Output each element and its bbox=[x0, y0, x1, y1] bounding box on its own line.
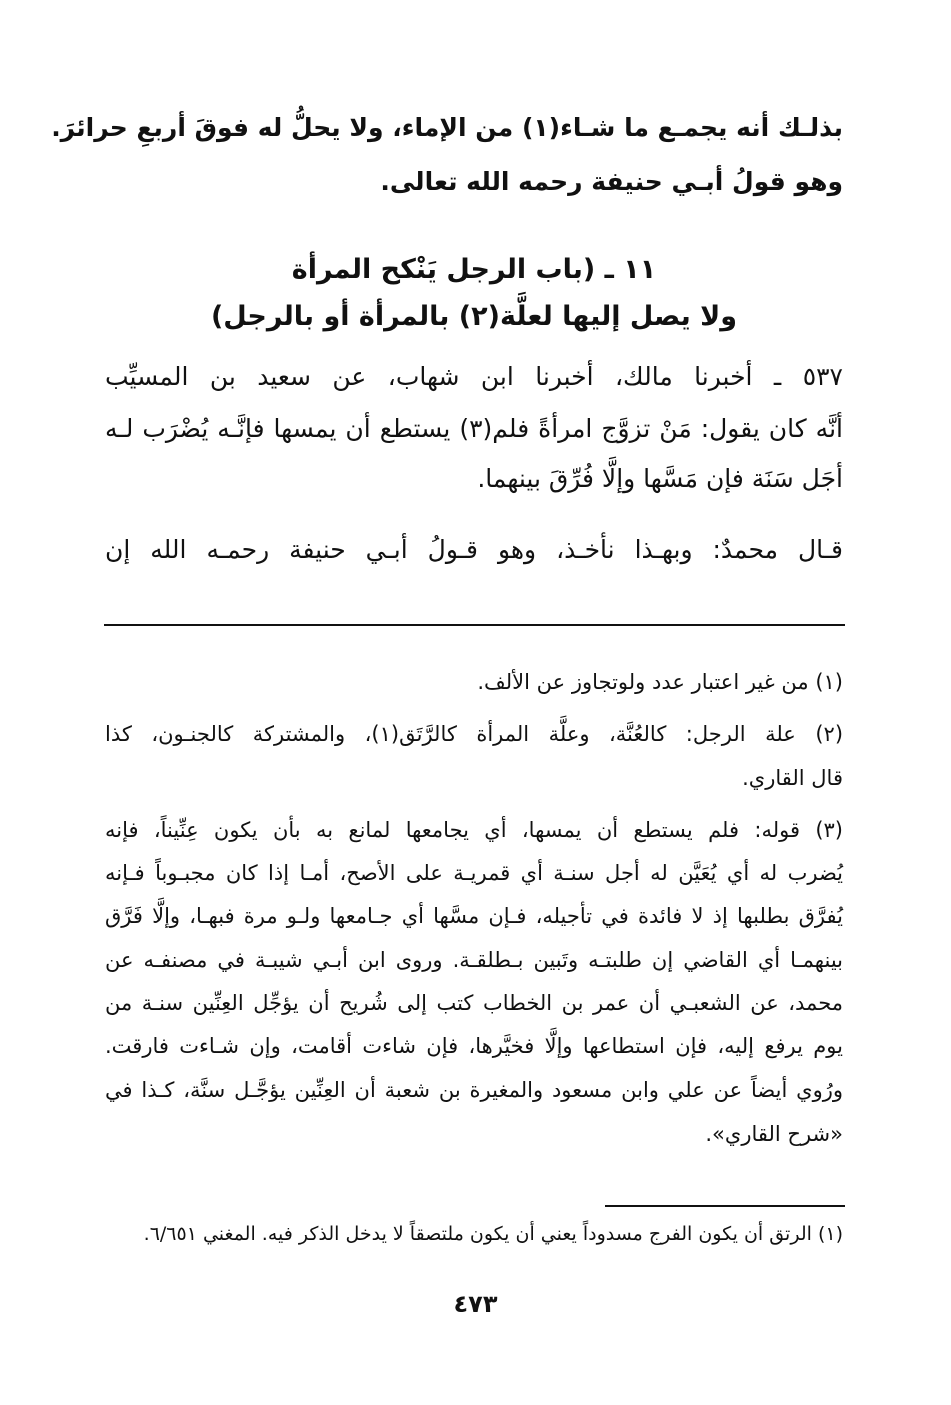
comment-line-1: قـال محمدٌ: وبهـذا نأخـذ، وهو قـولُ أبـي حنيفة رحمـه الله إن bbox=[105, 535, 843, 564]
subfootnote-line-1: (١) الرتق أن يكون الفرج مسدوداً يعني أن يكون ملتصقاً لا يدخل الذكر فيه. المغني ٦/٦٥١. bbox=[143, 1223, 843, 1245]
footnote-3-line-5: محمد، عن الشعبـي أن عمر بن الخطاب كتب إلى شُريح أن يؤجِّل العِنِّين سنـة من bbox=[105, 991, 843, 1015]
hadith-line-1: ٥٣٧ ـ أخبرنا مالك، أخبرنا ابن شهاب، عن سعيد بن المسيِّب bbox=[105, 362, 843, 391]
footnote-3-line-7: ورُوي أيضاً عن علي وابن مسعود والمغيرة بن شعبة أن العِنِّين يؤجَّـل سنَّة، كـذا في bbox=[105, 1078, 843, 1102]
hadith-line-2: أنَّه كان يقول: مَنْ تزوَّج امرأةً فلم(٣) يستطع أن يمسها فإنَّـه يُضْرَب لـه bbox=[105, 414, 843, 443]
page-number: ٤٧٣ bbox=[453, 1290, 498, 1318]
footnote-3-line-2: يُضرب له أي يُعَيَّن له أجل سنـة أي قمريـة على الأصح، أمـا إذا كان مجبـوباً فـإنه bbox=[105, 861, 843, 885]
footnote-3-line-8: «شرح القاري». bbox=[705, 1122, 843, 1146]
footnote-3-line-6: يوم يرفع إليه، فإن استطاعها وإلَّا فخيَّرها، فإن شاءت أقامت، وإن شـاءت فارقت. bbox=[105, 1034, 843, 1058]
top-line-2: وهو قولُ أبـي حنيفة رحمه الله تعالى. bbox=[380, 167, 843, 196]
footnote-3-line-4: بينهمـا أي القاضي إن طلبتـه وتَبين بـطلقـة. وروى ابن أبـي شيبـة في مصنفـه عن bbox=[105, 948, 843, 972]
hadith-line-3: أجَل سَنَة فإن مَسَّها وإلَّا فُرِّقَ بينهما. bbox=[477, 464, 843, 493]
chapter-title-line-1: ١١ ـ (باب الرجل يَنْكح المرأة bbox=[291, 254, 657, 285]
chapter-title-line-2: ولا يصل إليها لعلَّة(٢) بالمرأة أو بالرجل) bbox=[210, 301, 738, 332]
footnote-1-line-1: (١) من غير اعتبار عدد ولوتجاوز عن الألف. bbox=[477, 670, 843, 694]
footnote-3-line-1: (٣) قوله: فلم يستطع أن يمسها، أي يجامعها لمانع به بأن يكون عِنِّيناً، فإنه bbox=[105, 818, 843, 842]
footnote-2-line-1: (٢) علة الرجل: كالعُنَّة، وعلَّة المرأة كالرَّتَق(١)، والمشتركة كالجنـون، كذا bbox=[105, 722, 844, 746]
footnote-3-line-3: يُفرَّق بطلبها إذ لا فائدة في تأجيله، فـإن مسَّها أي جـامعها ولـو مرة فبهـا، وإلَّا فَرَّق bbox=[105, 904, 843, 928]
footnote-2-line-2: قال القاري. bbox=[742, 766, 843, 790]
footnote-separator bbox=[104, 624, 845, 626]
subfootnote-separator bbox=[605, 1205, 845, 1207]
top-line-1: بذلـك أنه يجمـع ما شـاء(١) من الإماء، ولا يحلُّ له فوقَ أربعِ حرائرَ. bbox=[51, 113, 843, 142]
